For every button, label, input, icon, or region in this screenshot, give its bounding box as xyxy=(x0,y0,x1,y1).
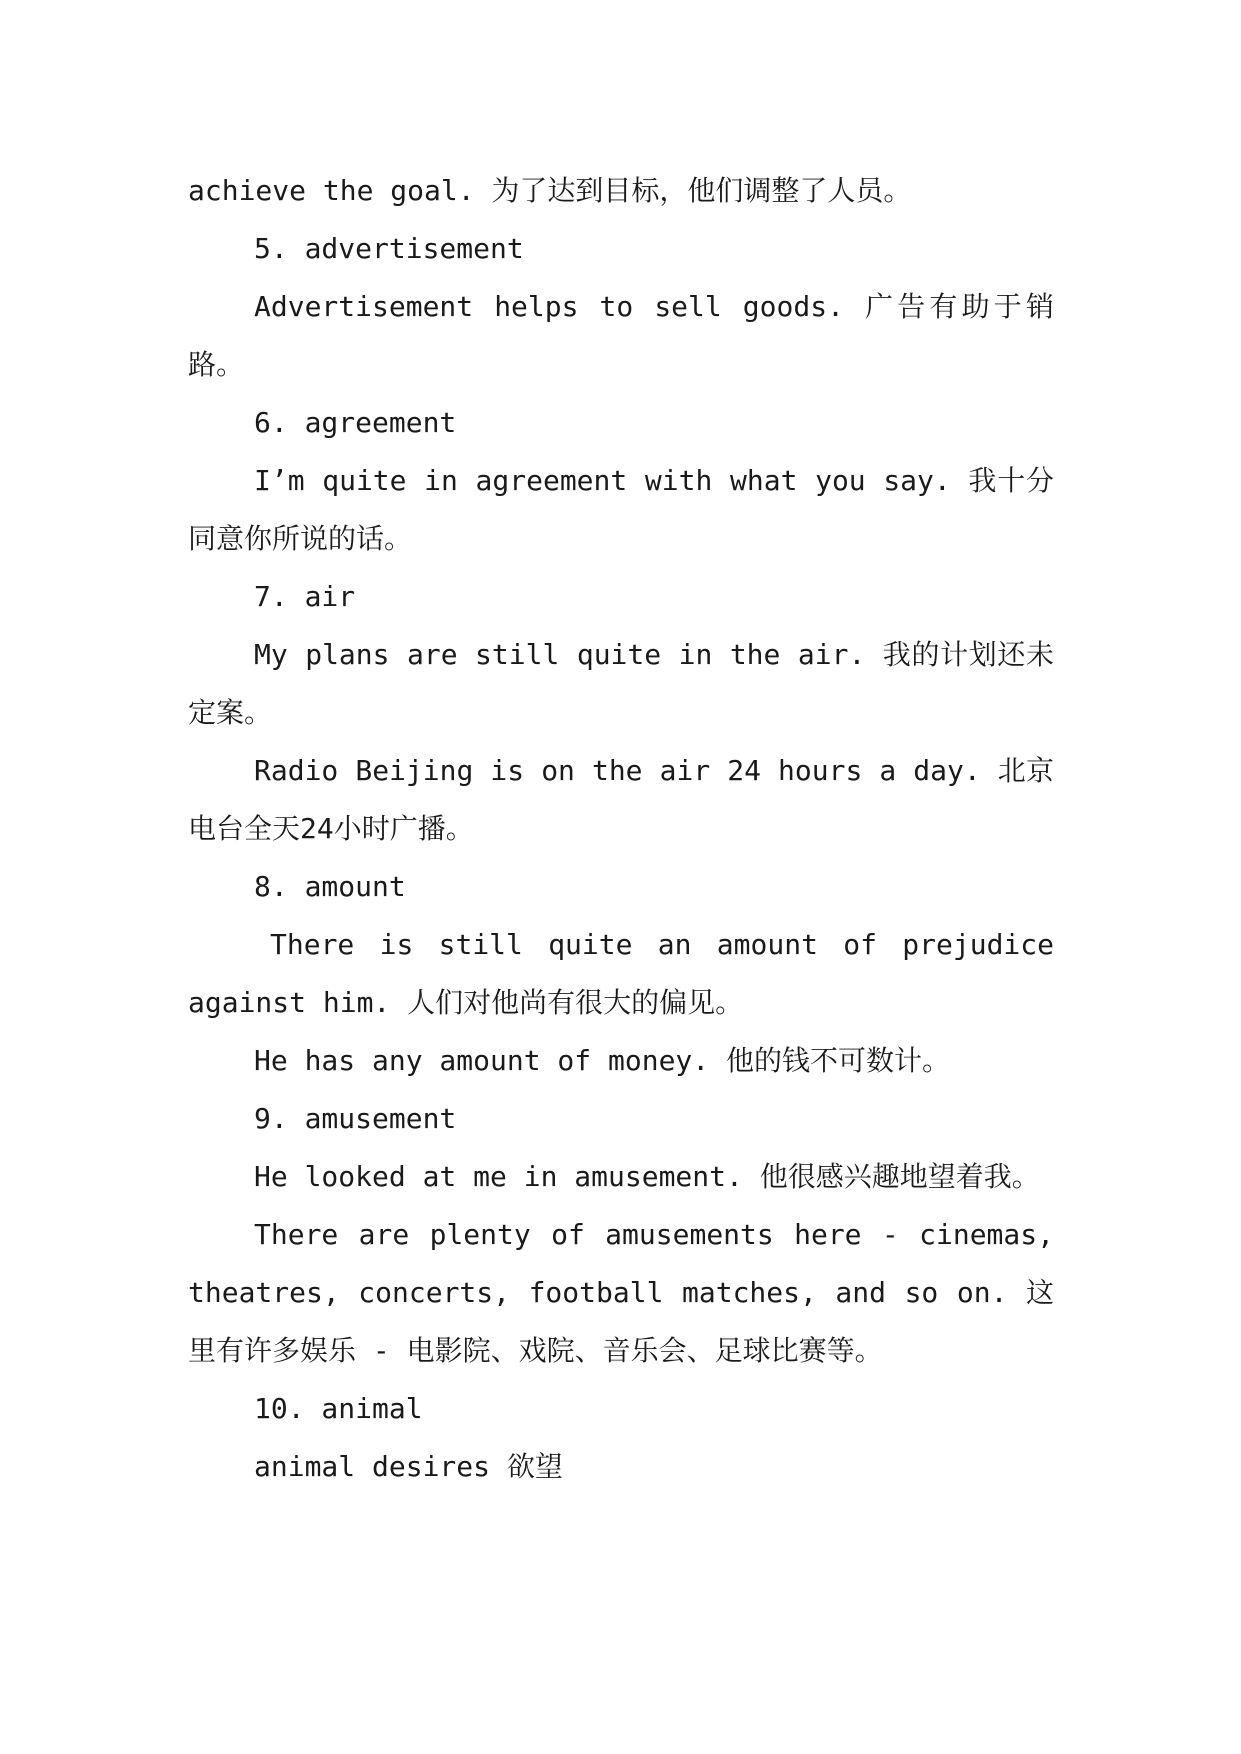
example-air-plans: My plans are still quite in the air. 我的计划还未定案。 xyxy=(188,638,1054,729)
entry-heading-agreement: 6. agreement xyxy=(254,406,457,439)
example-agreement: I’m quite in agreement with what you say. 我十分同意你所说的话。 xyxy=(188,464,1054,555)
example-air-radio: Radio Beijing is on the air 24 hours a day. 北京电台全天24小时广播。 xyxy=(188,754,1054,845)
example-amount-prejudice: There is still quite an amount of prejudice against him. 人们对他尚有很大的偏见。 xyxy=(188,928,1054,1019)
example-advertisement: Advertisement helps to sell goods. 广告有助于销路。 xyxy=(188,290,1054,381)
entry-heading-advertisement: 5. advertisement xyxy=(254,232,524,265)
example-amusement-plenty: There are plenty of amusements here - cinemas, theatres, concerts, football matches, and so on. 这里有许多娱乐 - 电影院、戏院、音乐会、足球比赛等。 xyxy=(188,1218,1054,1367)
example-amusement-looked: He looked at me in amusement. 他很感兴趣地望着我。 xyxy=(254,1160,1040,1193)
entry-heading-animal: 10. animal xyxy=(254,1392,423,1425)
entry-heading-air: 7. air xyxy=(254,580,356,613)
entry-heading-amount: 8. amount xyxy=(254,870,406,903)
entry-heading-amusement: 9. amusement xyxy=(254,1102,457,1135)
paragraph-achieve-goal: achieve the goal. 为了达到目标，他们调整了人员。 xyxy=(188,174,912,207)
document-body xyxy=(188,162,1054,1496)
example-animal-desires: animal desires 欲望 xyxy=(254,1450,563,1483)
example-amount-money: He has any amount of money. 他的钱不可数计。 xyxy=(254,1044,951,1077)
